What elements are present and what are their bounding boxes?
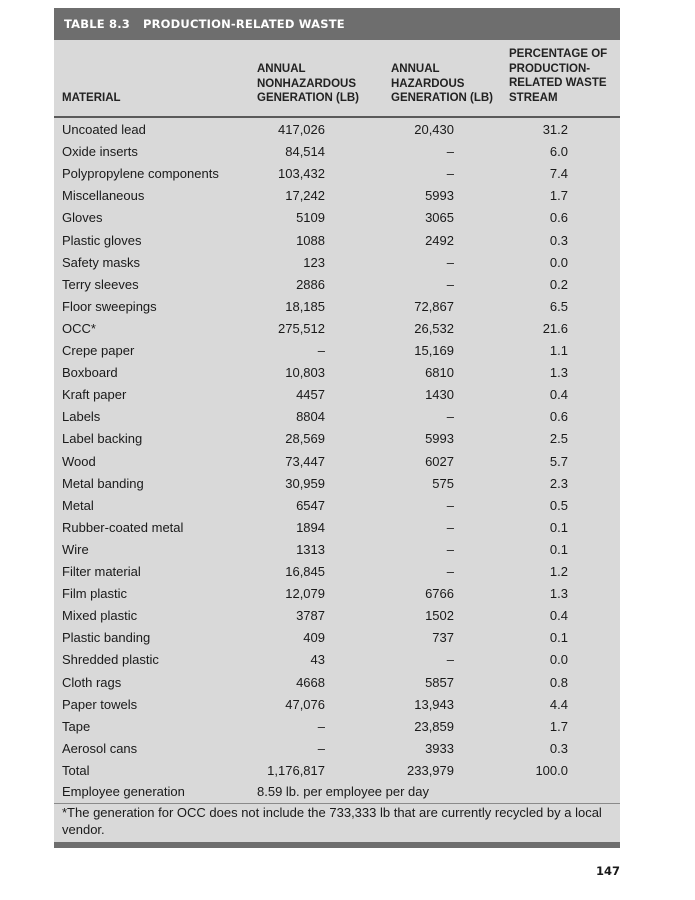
percentage-cell: 0.4: [549, 608, 568, 624]
material-cell: Floor sweepings: [62, 298, 157, 314]
material-cell: Aerosol cans: [62, 740, 138, 756]
table-row: [54, 583, 620, 605]
table-row: [54, 627, 620, 649]
nonhazardous-cell: –: [317, 718, 325, 734]
table-row: [54, 362, 620, 384]
percentage-cell: 0.0: [549, 652, 568, 668]
material-cell: Paper towels: [62, 696, 138, 712]
material-cell: Wire: [62, 541, 89, 557]
hazardous-cell: –: [446, 276, 454, 292]
material-cell: Metal banding: [62, 475, 144, 491]
percentage-cell: 0.4: [549, 387, 568, 403]
percentage-cell: 2.3: [549, 475, 568, 491]
nonhazardous-cell: 1,176,817: [267, 762, 325, 778]
percentage-cell: 0.3: [549, 740, 568, 756]
hazardous-cell: –: [446, 254, 454, 270]
table-row: [54, 163, 620, 185]
hazardous-cell: –: [446, 652, 454, 668]
table-row: [54, 252, 620, 274]
nonhazardous-cell: 3787: [296, 608, 325, 624]
percentage-cell: 0.1: [549, 541, 568, 557]
hazardous-cell: 15,169: [414, 343, 454, 358]
table-row: [54, 473, 620, 495]
nonhazardous-cell: 1894: [296, 519, 325, 535]
percentage-cell: 4.4: [549, 696, 568, 712]
table-row: [54, 649, 620, 671]
nonhazardous-cell: 12,079: [285, 586, 325, 602]
material-cell: Safety masks: [62, 254, 141, 270]
percentage-cell: 1.3: [549, 586, 568, 602]
hazardous-cell: 6810: [425, 365, 454, 381]
table-row: [54, 605, 620, 627]
table-row: [54, 230, 620, 252]
table-footnote: *The generation for OCC does not include the 733,333 lb that are currently recycled by a local vendor.: [62, 805, 602, 837]
table-bottom-bar: [54, 842, 620, 848]
material-cell: Film plastic: [62, 586, 128, 602]
material-cell: Plastic banding: [62, 630, 151, 646]
nonhazardous-cell: 10,803: [285, 365, 325, 381]
header-nonhazardous: ANNUAL NONHAZARDOUS GENERATION (LB): [257, 63, 360, 104]
nonhazardous-cell: –: [317, 740, 325, 756]
table-row: [54, 716, 620, 738]
percentage-cell: 1.1: [549, 343, 568, 358]
hazardous-cell: –: [446, 519, 454, 535]
hazardous-cell: –: [446, 409, 454, 425]
nonhazardous-cell: 103,432: [278, 166, 325, 182]
table-row: [54, 694, 620, 716]
material-cell: Uncoated lead: [62, 122, 146, 137]
hazardous-cell: 23,859: [414, 718, 454, 734]
percentage-cell: 6.0: [549, 144, 568, 160]
hazardous-cell: 3933: [425, 740, 454, 756]
table-row: [54, 340, 620, 362]
percentage-cell: 6.5: [549, 298, 568, 314]
material-cell: Label backing: [62, 431, 143, 447]
percentage-cell: 1.7: [549, 718, 568, 734]
hazardous-cell: 1502: [425, 608, 454, 624]
hazardous-cell: 20,430: [414, 122, 454, 137]
material-cell: Labels: [62, 409, 101, 425]
header-percentage: PERCENTAGE OF PRODUCTION- RELATED WASTE STREAM: [509, 48, 608, 104]
material-cell: Shredded plastic: [62, 652, 159, 668]
material-cell: Plastic gloves: [62, 232, 142, 248]
material-cell: Total: [62, 762, 90, 778]
table-row: [54, 296, 620, 318]
hazardous-cell: –: [446, 541, 454, 557]
hazardous-cell: 13,943: [414, 696, 454, 712]
table-row: [54, 119, 620, 141]
nonhazardous-cell: –: [317, 343, 325, 358]
table-row: [54, 406, 620, 428]
nonhazardous-cell: 28,569: [285, 431, 325, 447]
nonhazardous-cell: 30,959: [285, 475, 325, 491]
table-row: [54, 428, 620, 450]
nonhazardous-cell: 2886: [296, 276, 325, 292]
production-waste-table: [54, 8, 620, 848]
hazardous-cell: 2492: [425, 232, 454, 248]
percentage-cell: 5.7: [549, 453, 568, 469]
material-cell: Filter material: [62, 564, 141, 579]
table-row: [54, 539, 620, 561]
material-cell: Cloth rags: [62, 674, 122, 690]
percentage-cell: 0.5: [549, 497, 568, 513]
percentage-cell: 21.6: [542, 320, 568, 336]
nonhazardous-cell: 275,512: [278, 320, 325, 336]
table-row: [54, 318, 620, 340]
nonhazardous-cell: 1313: [296, 541, 325, 557]
table-title: PRODUCTION-RELATED WASTE: [143, 17, 345, 31]
material-cell: Polypropylene components: [62, 166, 219, 182]
hazardous-cell: 575: [432, 475, 454, 491]
hazardous-cell: –: [446, 497, 454, 513]
table-row: [54, 495, 620, 517]
employee-generation-value: 8.59 lb. per employee per day: [257, 784, 429, 799]
header-divider: [54, 116, 620, 118]
nonhazardous-cell: 4668: [296, 674, 325, 690]
percentage-cell: 0.1: [549, 630, 568, 646]
table-row: [54, 738, 620, 760]
table-row: [54, 561, 620, 583]
percentage-cell: 31.2: [542, 122, 568, 137]
hazardous-cell: 3065: [425, 210, 454, 226]
nonhazardous-cell: 47,076: [285, 696, 325, 712]
percentage-cell: 0.8: [549, 674, 568, 690]
hazardous-cell: –: [446, 144, 454, 160]
nonhazardous-cell: 4457: [296, 387, 325, 403]
table-row: [54, 517, 620, 539]
table-row: [54, 672, 620, 694]
material-cell: Crepe paper: [62, 343, 135, 358]
nonhazardous-cell: 18,185: [285, 298, 325, 314]
hazardous-cell: –: [446, 166, 454, 182]
header-hazardous: ANNUAL HAZARDOUS GENERATION (LB): [391, 63, 494, 104]
material-cell: Metal: [62, 497, 94, 513]
percentage-cell: 1.7: [549, 188, 568, 204]
nonhazardous-cell: 1088: [296, 232, 325, 248]
table-title-bar: [54, 8, 620, 40]
percentage-cell: 1.3: [549, 365, 568, 381]
hazardous-cell: 5993: [425, 431, 454, 447]
percentage-cell: 0.6: [549, 210, 568, 226]
material-cell: Gloves: [62, 210, 103, 226]
nonhazardous-cell: 43: [310, 652, 325, 668]
nonhazardous-cell: 123: [303, 254, 325, 270]
material-cell: Wood: [62, 453, 96, 469]
table-row: [54, 451, 620, 473]
hazardous-cell: 72,867: [414, 298, 454, 314]
percentage-cell: 0.6: [549, 409, 568, 425]
percentage-cell: 0.1: [549, 519, 568, 535]
material-cell: OCC*: [62, 320, 96, 336]
hazardous-cell: 233,979: [407, 762, 454, 778]
nonhazardous-cell: 84,514: [285, 144, 325, 160]
percentage-cell: 0.2: [549, 276, 568, 292]
hazardous-cell: –: [446, 564, 454, 579]
hazardous-cell: 1430: [425, 387, 454, 403]
page-number: 147: [596, 864, 621, 878]
material-cell: Mixed plastic: [62, 608, 138, 624]
table-row: [54, 207, 620, 229]
percentage-cell: 0.0: [549, 254, 568, 270]
nonhazardous-cell: 417,026: [278, 122, 325, 137]
nonhazardous-cell: 17,242: [285, 188, 325, 204]
employee-generation-row: [54, 782, 620, 802]
footnote-divider: [54, 803, 620, 804]
material-cell: Boxboard: [62, 365, 118, 381]
material-cell: Tape: [62, 718, 91, 734]
material-cell: Kraft paper: [62, 387, 127, 403]
table-row: [54, 384, 620, 406]
table-row: [54, 274, 620, 296]
nonhazardous-cell: 16,845: [285, 564, 325, 579]
table-row: [54, 185, 620, 207]
percentage-cell: 0.3: [549, 232, 568, 248]
nonhazardous-cell: 5109: [296, 210, 325, 226]
percentage-cell: 100.0: [535, 762, 568, 778]
percentage-cell: 7.4: [549, 166, 568, 182]
table-number: TABLE 8.3: [64, 17, 130, 31]
hazardous-cell: 6027: [425, 453, 454, 469]
percentage-cell: 1.2: [549, 564, 568, 579]
hazardous-cell: 26,532: [414, 320, 454, 336]
hazardous-cell: 6766: [425, 586, 454, 602]
nonhazardous-cell: 8804: [296, 409, 325, 425]
nonhazardous-cell: 73,447: [285, 453, 325, 469]
hazardous-cell: 737: [432, 630, 454, 646]
material-cell: Miscellaneous: [62, 188, 145, 204]
employee-generation-label: Employee generation: [62, 784, 185, 799]
header-material: MATERIAL: [62, 92, 121, 104]
hazardous-cell: 5857: [425, 674, 454, 690]
nonhazardous-cell: 409: [303, 630, 325, 646]
table-row: [54, 141, 620, 163]
table-row: [54, 760, 620, 782]
material-cell: Oxide inserts: [62, 144, 138, 160]
material-cell: Rubber-coated metal: [62, 519, 184, 535]
percentage-cell: 2.5: [549, 431, 568, 447]
nonhazardous-cell: 6547: [296, 497, 325, 513]
hazardous-cell: 5993: [425, 188, 454, 204]
material-cell: Terry sleeves: [62, 276, 139, 292]
